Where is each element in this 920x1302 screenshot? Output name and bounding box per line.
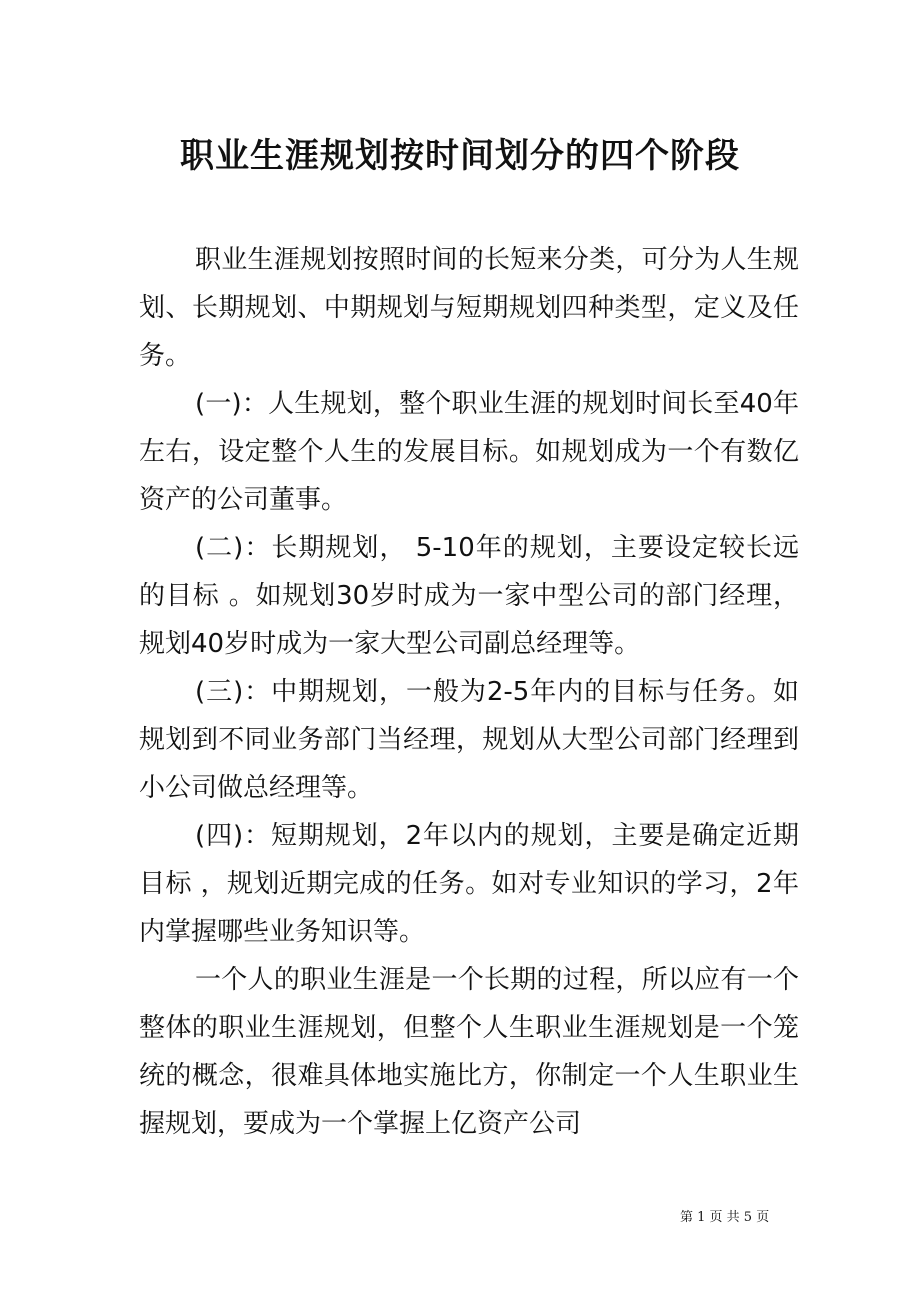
document-body bbox=[139, 236, 799, 1148]
paragraph-mid-term-plan: (三)：中期规划，一般为2-5年内的目标与任务。如规划到不同业务部门当经理，规划从大型公司部门经理到小公司做总经理等。 bbox=[139, 677, 799, 803]
paragraph-life-plan: (一)：人生规划，整个职业生涯的规划时间长至40年左右，设定整个人生的发展目标。如规划成为一个有数亿资产的公司董事。 bbox=[139, 389, 799, 515]
page-number-footer: 第 1 页 共 5 页 bbox=[680, 1210, 770, 1225]
paragraph-intro: 职业生涯规划按照时间的长短来分类，可分为人生规划、长期规划、中期规划与短期规划四种类型，定义及任务。 bbox=[139, 245, 799, 371]
paragraph-conclusion: 一个人的职业生涯是一个长期的过程，所以应有一个整体的职业生涯规划，但整个人生职业生涯规划是一个笼统的概念，很难具体地实施比方，你制定一个人生职业生握规划，要成为一个掌握上亿资产公司 bbox=[139, 965, 799, 1139]
paragraph-short-term-plan: (四)：短期规划，2年以内的规划，主要是确定近期目标 ，规划近期完成的任务。如对专业知识的学习，2年内掌握哪些业务知识等。 bbox=[139, 821, 799, 947]
document-title: 职业生涯规划按时间划分的四个阶段 bbox=[180, 136, 740, 176]
paragraph-long-term-plan: (二)：长期规划， 5-10年的规划，主要设定较长远的目标 。如规划30岁时成为一家中型公司的部门经理，规划40岁时成为一家大型公司副总经理等。 bbox=[139, 533, 799, 659]
